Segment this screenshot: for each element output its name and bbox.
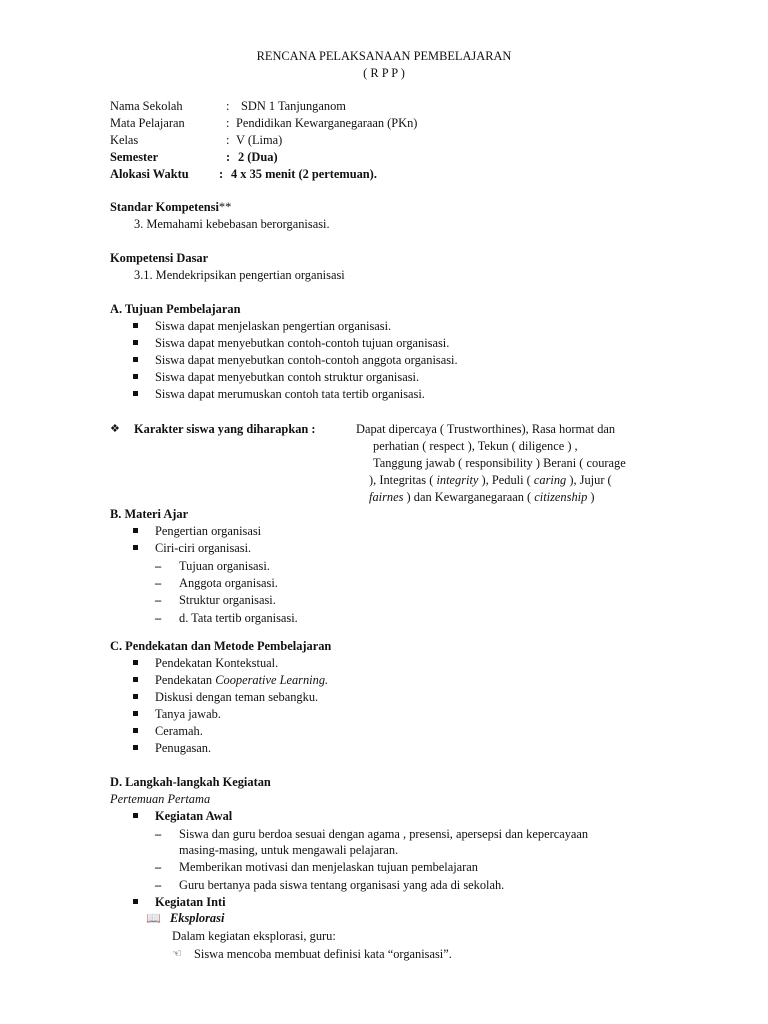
awal-item: Memberikan motivasi dan menjelaskan tujuan pembelajaran: [179, 860, 478, 874]
dash-bullet-icon: –: [155, 576, 162, 590]
section-d-heading: D. Langkah-langkah Kegiatan: [110, 775, 271, 789]
eksplorasi-heading: Eksplorasi: [170, 911, 225, 925]
bullet-icon: [133, 545, 138, 550]
label-nama-sekolah: Nama Sekolah: [110, 99, 183, 113]
value-nama-sekolah: SDN 1 Tanjunganom: [241, 99, 346, 113]
karakter-l4c: ), Peduli (: [481, 473, 531, 487]
bullet-icon: [133, 677, 138, 682]
karakter-line-4: [369, 472, 612, 488]
materi-subitem: Anggota organisasi.: [179, 576, 278, 590]
sk-heading: Standar Kompetensi: [110, 200, 219, 214]
section-c-heading: C. Pendekatan dan Metode Pembelajaran: [110, 639, 332, 653]
kegiatan-awal-heading: Kegiatan Awal: [155, 809, 233, 823]
awal-item: Siswa dan guru berdoa sesuai dengan agama , presensi, apersepsi dan kepercayaan: [179, 827, 589, 841]
kegiatan-inti-heading: Kegiatan Inti: [155, 895, 226, 909]
materi-item: Pengertian organisasi: [155, 524, 262, 538]
materi-subitem: Tujuan organisasi.: [179, 559, 270, 573]
karakter-integrity: integrity: [436, 473, 479, 487]
diamond-bullet-icon: ❖: [110, 423, 120, 435]
sk-mark: **: [218, 200, 232, 214]
bullet-icon: [133, 745, 138, 750]
document-title: RENCANA PELAKSANAAN PEMBELAJARAN: [256, 49, 512, 63]
materi-subitem: d. Tata tertib organisasi.: [179, 611, 298, 625]
section-b-heading: B. Materi Ajar: [110, 507, 189, 521]
dash-bullet-icon: –: [155, 559, 162, 573]
karakter-l4e: ), Jujur (: [569, 473, 612, 487]
dash-bullet-icon: –: [155, 827, 162, 841]
bullet-icon: [133, 728, 138, 733]
karakter-l5b: ) dan Kewarganegaraan (: [406, 490, 532, 504]
karakter-fairnes: fairnes: [369, 490, 404, 504]
bullet-icon: [133, 813, 138, 818]
book-icon: 📖: [146, 911, 161, 925]
kd-item: 3.1. Mendekripsikan pengertian organisasi: [134, 268, 345, 282]
pointing-hand-icon: ☜: [172, 948, 182, 960]
dash-bullet-icon: –: [155, 611, 162, 625]
tujuan-item: Siswa dapat menyebutkan contoh-contoh anggota organisasi.: [155, 353, 458, 367]
value-kelas: V (Lima): [236, 133, 283, 147]
label-alokasi-waktu: Alokasi Waktu: [110, 167, 189, 181]
label-semester: Semester: [110, 150, 159, 164]
awal-item: Guru bertanya pada siswa tentang organisasi yang ada di sekolah.: [179, 878, 505, 892]
sep-semester: :: [226, 150, 231, 164]
karakter-line-2: perhatian ( respect ), Tekun ( diligence ) ,: [373, 439, 578, 453]
bullet-icon: [133, 694, 138, 699]
metode-item: [155, 672, 328, 688]
metode-item-italic: Cooperative Learning.: [215, 673, 329, 687]
tujuan-item: Siswa dapat menjelaskan pengertian organisasi.: [155, 319, 392, 333]
metode-item: Pendekatan Kontekstual.: [155, 656, 279, 670]
metode-item-text: Pendekatan: [155, 673, 213, 687]
bullet-icon: [133, 711, 138, 716]
karakter-caring: caring: [533, 473, 567, 487]
document-subtitle: ( R P P ): [363, 66, 405, 80]
metode-item: Ceramah.: [155, 724, 203, 738]
value-semester: 2 (Dua): [238, 150, 278, 164]
sk-heading-line: [110, 199, 231, 215]
sk-item: 3. Memahami kebebasan berorganisasi.: [134, 217, 330, 231]
karakter-label: Karakter siswa yang diharapkan :: [134, 422, 316, 436]
meeting-label: Pertemuan Pertama: [110, 792, 211, 806]
awal-item-continued: masing-masing, untuk mengawali pelajaran.: [179, 843, 399, 857]
sep-mata-pelajaran: :: [226, 116, 230, 130]
tujuan-item: Siswa dapat merumuskan contoh tata tertib organisasi.: [155, 387, 425, 401]
karakter-line-1: Dapat dipercaya ( Trustworthines), Rasa hormat dan: [356, 422, 616, 436]
bullet-icon: [133, 374, 138, 379]
value-mata-pelajaran: Pendidikan Kewarganegaraan (PKn): [236, 116, 418, 130]
bullet-icon: [133, 528, 138, 533]
tujuan-item: Siswa dapat menyebutkan contoh struktur organisasi.: [155, 370, 420, 384]
karakter-l4a: ), Integritas (: [369, 473, 434, 487]
karakter-l5d: ): [590, 490, 595, 504]
dash-bullet-icon: –: [155, 878, 162, 892]
bullet-icon: [133, 323, 138, 328]
eksplorasi-item: Siswa mencoba membuat definisi kata “organisasi”.: [194, 947, 452, 961]
metode-item: Penugasan.: [155, 741, 212, 755]
tujuan-item: Siswa dapat menyebutkan contoh-contoh tujuan organisasi.: [155, 336, 450, 350]
bullet-icon: [133, 899, 138, 904]
bullet-icon: [133, 660, 138, 665]
sep-nama-sekolah: :: [226, 99, 230, 113]
dash-bullet-icon: –: [155, 593, 162, 607]
kd-heading: Kompetensi Dasar: [110, 251, 209, 265]
section-a-heading: A. Tujuan Pembelajaran: [110, 302, 241, 316]
eksplorasi-intro: Dalam kegiatan eksplorasi, guru:: [172, 929, 336, 943]
metode-item: Tanya jawab.: [155, 707, 221, 721]
sep-alokasi-waktu: :: [219, 167, 224, 181]
materi-subitem: Struktur organisasi.: [179, 593, 276, 607]
bullet-icon: [133, 391, 138, 396]
karakter-line-3: Tanggung jawab ( responsibility ) Berani ( courage: [373, 456, 626, 470]
dash-bullet-icon: –: [155, 860, 162, 874]
metode-item: Diskusi dengan teman sebangku.: [155, 690, 319, 704]
sep-kelas: :: [226, 133, 230, 147]
bullet-icon: [133, 340, 138, 345]
karakter-line-5: [369, 489, 595, 505]
label-mata-pelajaran: Mata Pelajaran: [110, 116, 185, 130]
bullet-icon: [133, 357, 138, 362]
value-alokasi-waktu: 4 x 35 menit (2 pertemuan).: [231, 167, 377, 181]
label-kelas: Kelas: [110, 133, 139, 147]
materi-item: Ciri-ciri organisasi.: [155, 541, 252, 555]
karakter-citizenship: citizenship: [534, 490, 588, 504]
